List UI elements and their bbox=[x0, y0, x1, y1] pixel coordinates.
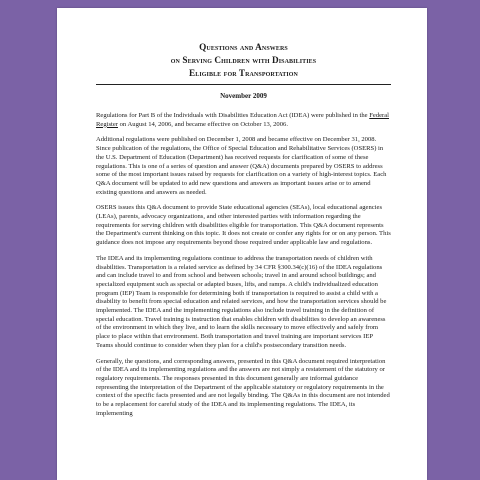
paragraph-4: The IDEA and its implementing regulations continue to address the transportation needs of children with disabilities. Transportation is a related service as defined by 34 CFR §300.34(c)(16) of the IDEA regulations and can include travel to and from school and between schools; travel in and around school buildings; and specialized equipment such as special or adapted buses, lifts, and ramps. A child's individualized education program (IEP) Team is responsible for determining both if transportation is required to assist a child with a disability to benefit from special education and related services, and how the transportation services should be implemented. The IDEA and the implementing regulations also include travel training in the definition of special education. Travel training is instruction that enables children with disabilities to develop an awareness of the environment in which they live, and to learn the skills necessary to move effectively and safely from place to place within that environment. Both transportation and travel training are important services IEP Teams should continue to consider when they plan for a child's postsecondary transition needs. bbox=[96, 254, 387, 349]
paragraph-2: Additional regulations were published on December 1, 2008 and became effective on December 31, 2008. Since publication of the regulations, the Office of Special Education and Rehabilitative Services (OSERS) in the U.S. Department of Education (Department) has received requests for clarification of some of these regulations. This is one of a series of question and answer (Q&A) documents prepared by OSERS to address some of the most important issues raised by requests for clarification on a variety of high-interest topics. Each Q&A document will be updated to add new questions and answers as important issues arise or to amend existing questions and answers as needed. bbox=[96, 136, 387, 196]
title-line-2: on Serving Children with Disabilities bbox=[170, 55, 317, 65]
document-body bbox=[96, 112, 391, 419]
document-date: November 2009 bbox=[220, 92, 267, 100]
title-line-3: Eligible for Transportation bbox=[189, 68, 298, 78]
document-title bbox=[96, 41, 391, 80]
paragraph-1-end: on August 14, 2006, and became effective on October 13, 2006. bbox=[117, 120, 288, 128]
title-line-1: Questions and Answers bbox=[199, 42, 288, 52]
document-page bbox=[57, 8, 427, 480]
paragraph-1-start: Regulations for Part B of the Individuals with Disabilities Education Act (IDEA) were published in the bbox=[96, 112, 370, 119]
federal-register-link[interactable]: Federal Register bbox=[96, 112, 390, 128]
title-divider bbox=[96, 84, 391, 85]
paragraph-5: Generally, the questions, and corresponding answers, presented in this Q&A document required interpretation of the IDEA and its implementing regulations and the answers are not simply a restatement of the statutory or regulatory requirements. The responses presented in this document generally are informal guidance representing the interpretation of the Department of the applicable statutory or regulatory requirements in the context of the specific facts presented and are not legally binding. The Q&As in this document are not intended to be a replacement for careful study of the IDEA and its implementing regulations. The IDEA, its implementing bbox=[96, 357, 390, 417]
paragraph-1 bbox=[96, 112, 391, 129]
paragraph-3: OSERS issues this Q&A document to provide State educational agencies (SEAs), local educational agencies (LEAs), parents, advocacy organizations, and other interested parties with information regarding the requirements for serving children with disabilities eligible for transportation. This Q&A document represents the Department's current thinking on this topic. It does not create or confer any rights for or on any person. This guidance does not impose any requirements beyond those required under applicable law and regulations. bbox=[96, 204, 391, 247]
